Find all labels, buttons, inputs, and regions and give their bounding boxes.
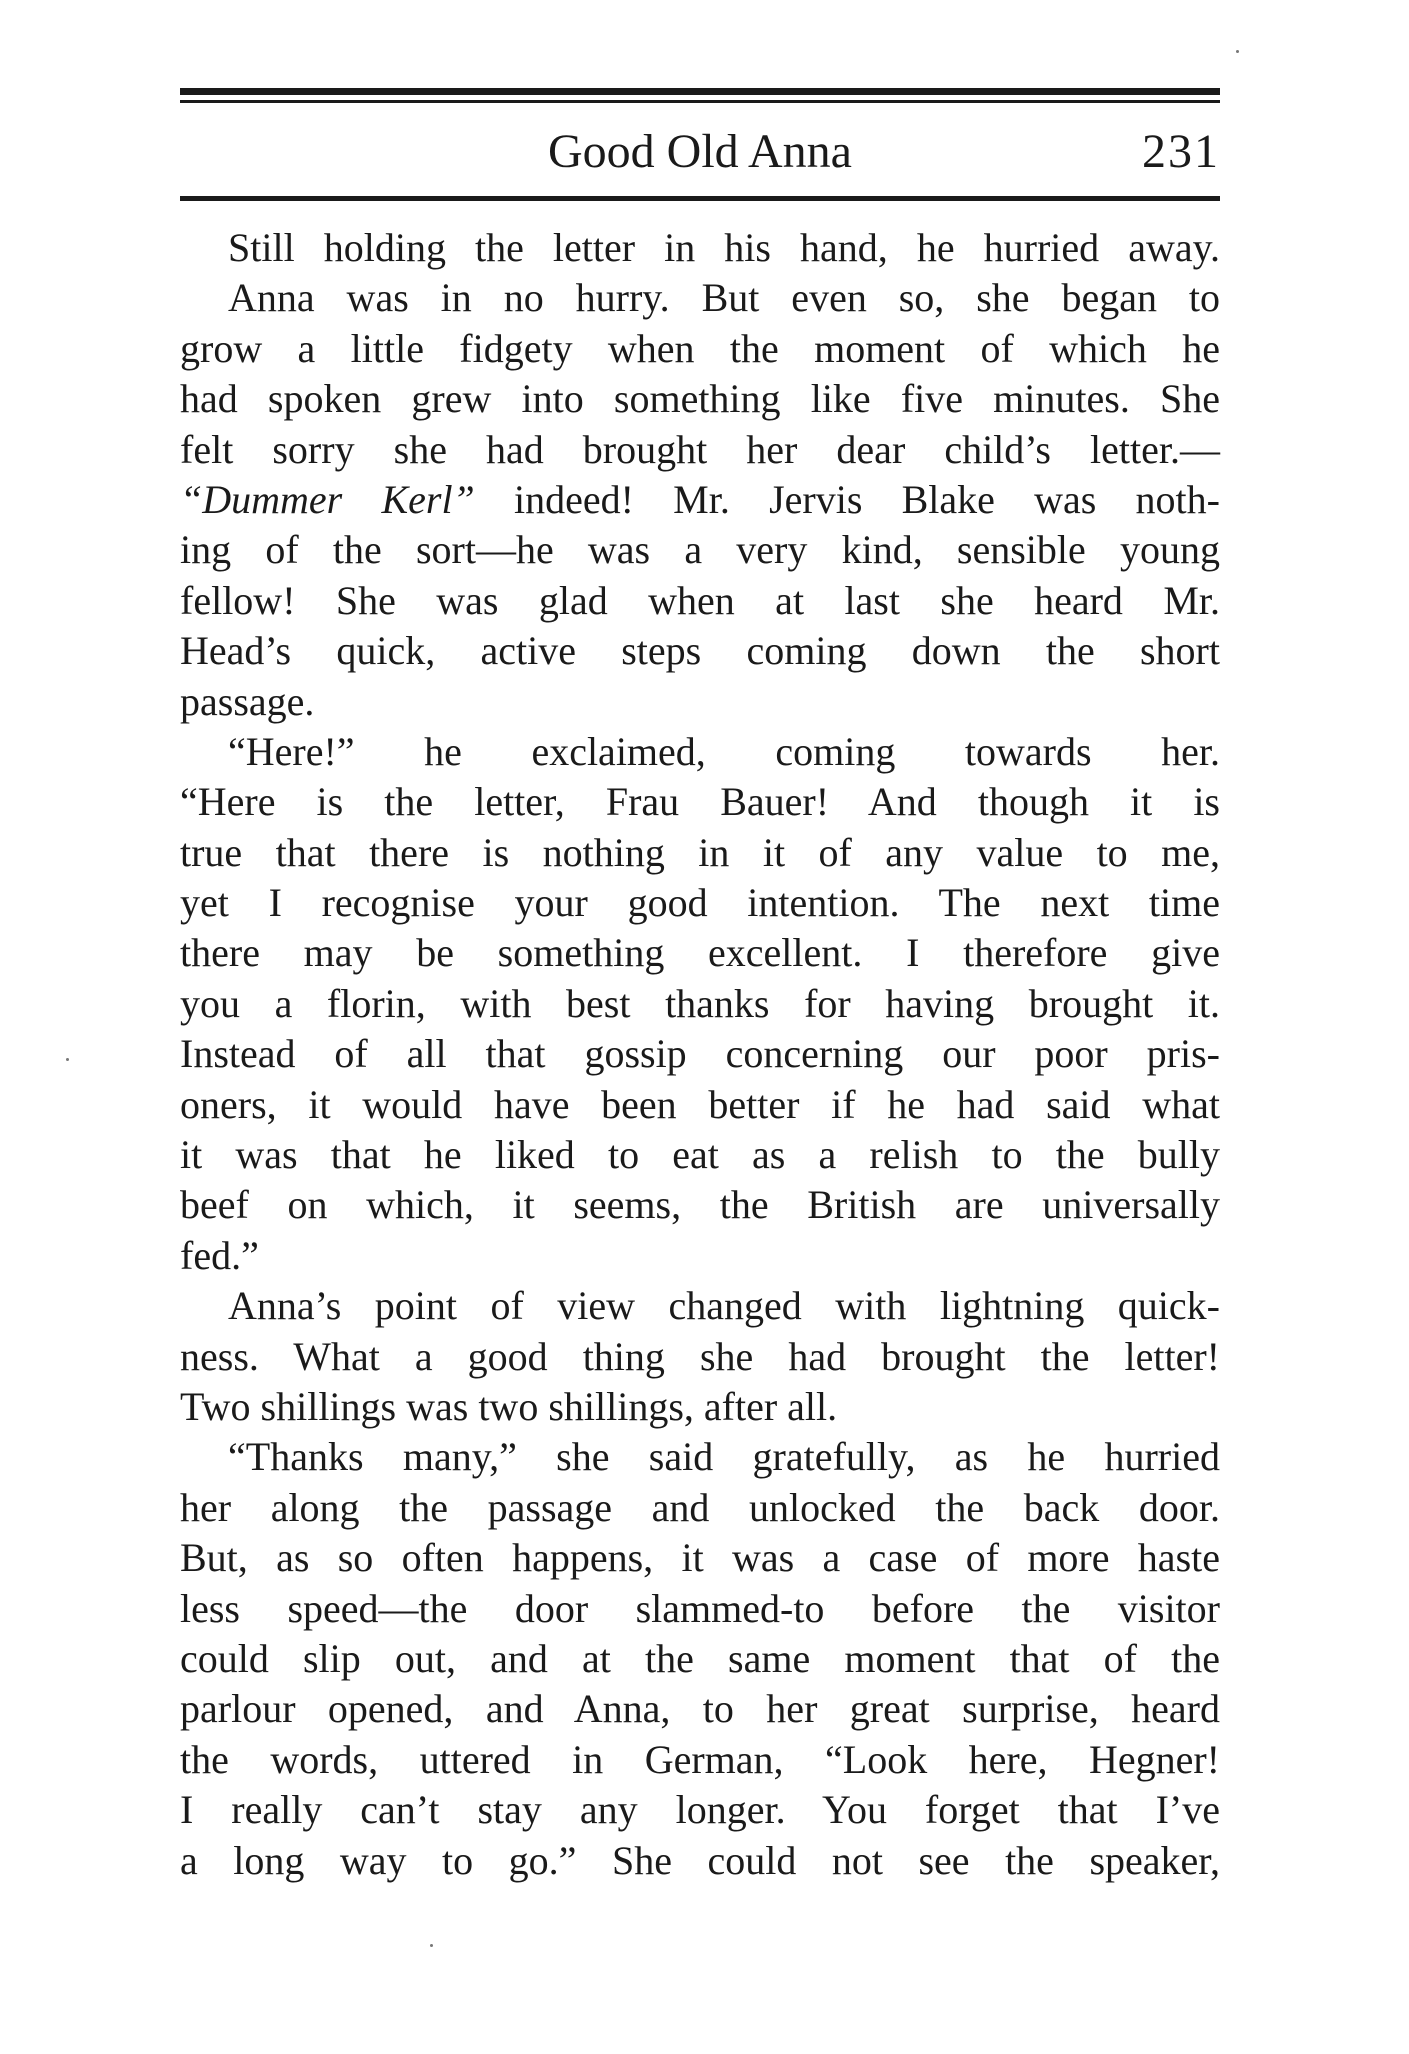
text-line — [180, 475, 1220, 525]
paper-speck — [430, 1944, 433, 1947]
text-line: could slip out, and at the same moment that of the — [180, 1635, 1220, 1681]
running-title: Good Old Anna — [548, 125, 852, 178]
text-line: Anna’s point of view changed with lightning quick- — [228, 1283, 1220, 1329]
header-rule-thin — [180, 100, 1220, 103]
text-line: Still holding the letter in his hand, he hurried away. — [228, 225, 1220, 270]
text-line: there may be something excellent. I therefore give — [180, 930, 1220, 976]
text-line: felt sorry she had brought her dear child’s letter.— — [180, 426, 1220, 472]
text-line: “Here!” he exclaimed, coming towards her. — [228, 728, 1220, 774]
text-line: ness. What a good thing she had brought the letter! — [180, 1333, 1220, 1379]
text-line: Two shillings was two shillings, after all. — [180, 1383, 838, 1429]
text-line: true that there is nothing in it of any value to me, — [180, 829, 1220, 875]
text-line: you a florin, with best thanks for having brought it. — [180, 980, 1220, 1026]
header-bottom-rule — [180, 196, 1220, 201]
text-line: yet I recognise your good intention. The next time — [180, 880, 1220, 926]
text-line: a long way to go.” She could not see the speaker, — [180, 1837, 1220, 1883]
text-line: beef on which, it seems, the British are universally — [180, 1182, 1220, 1228]
text-line: ing of the sort—he was a very kind, sensible young — [180, 527, 1220, 573]
text-line: I really can’t stay any longer. You forget that I’ve — [180, 1787, 1220, 1833]
text-line: oners, it would have been better if he had said what — [180, 1081, 1220, 1127]
paper-speck — [1236, 50, 1239, 53]
header-rule-thick — [180, 88, 1220, 95]
text-line: Anna was in no hurry. But even so, she began to — [228, 275, 1220, 321]
text-line: parlour opened, and Anna, to her great surprise, heard — [180, 1686, 1220, 1732]
paper-speck — [66, 1058, 69, 1061]
page-number: 231 — [1142, 125, 1220, 178]
running-head — [180, 118, 1220, 190]
text-line: it was that he liked to eat as a relish to the bully — [180, 1132, 1220, 1178]
text-line: grow a little fidgety when the moment of which he — [180, 325, 1220, 371]
text-line: the words, uttered in German, “Look here, Hegner! — [180, 1736, 1220, 1782]
text-fragment: indeed! Mr. Jervis Blake was noth- — [474, 476, 1220, 522]
text-line: But, as so often happens, it was a case of more haste — [180, 1535, 1220, 1581]
text-line: “Here is the letter, Frau Bauer! And though it is — [180, 779, 1220, 825]
text-line: “Thanks many,” she said gratefully, as he hurried — [228, 1434, 1220, 1480]
italic-phrase: “Dummer Kerl” — [180, 476, 475, 522]
text-line: had spoken grew into something like five minutes. She — [180, 376, 1220, 422]
text-line: fellow! She was glad when at last she heard Mr. — [180, 577, 1220, 623]
text-line: her along the passage and unlocked the back door. — [180, 1484, 1220, 1530]
text-line: less speed—the door slammed-to before the visitor — [180, 1585, 1220, 1631]
text-line: Instead of all that gossip concerning our poor pris- — [180, 1031, 1220, 1077]
text-line: Head’s quick, active steps coming down the short — [180, 628, 1220, 674]
text-line: passage. — [180, 678, 315, 724]
body-text — [180, 223, 1220, 1886]
text-line: fed.” — [180, 1232, 259, 1278]
